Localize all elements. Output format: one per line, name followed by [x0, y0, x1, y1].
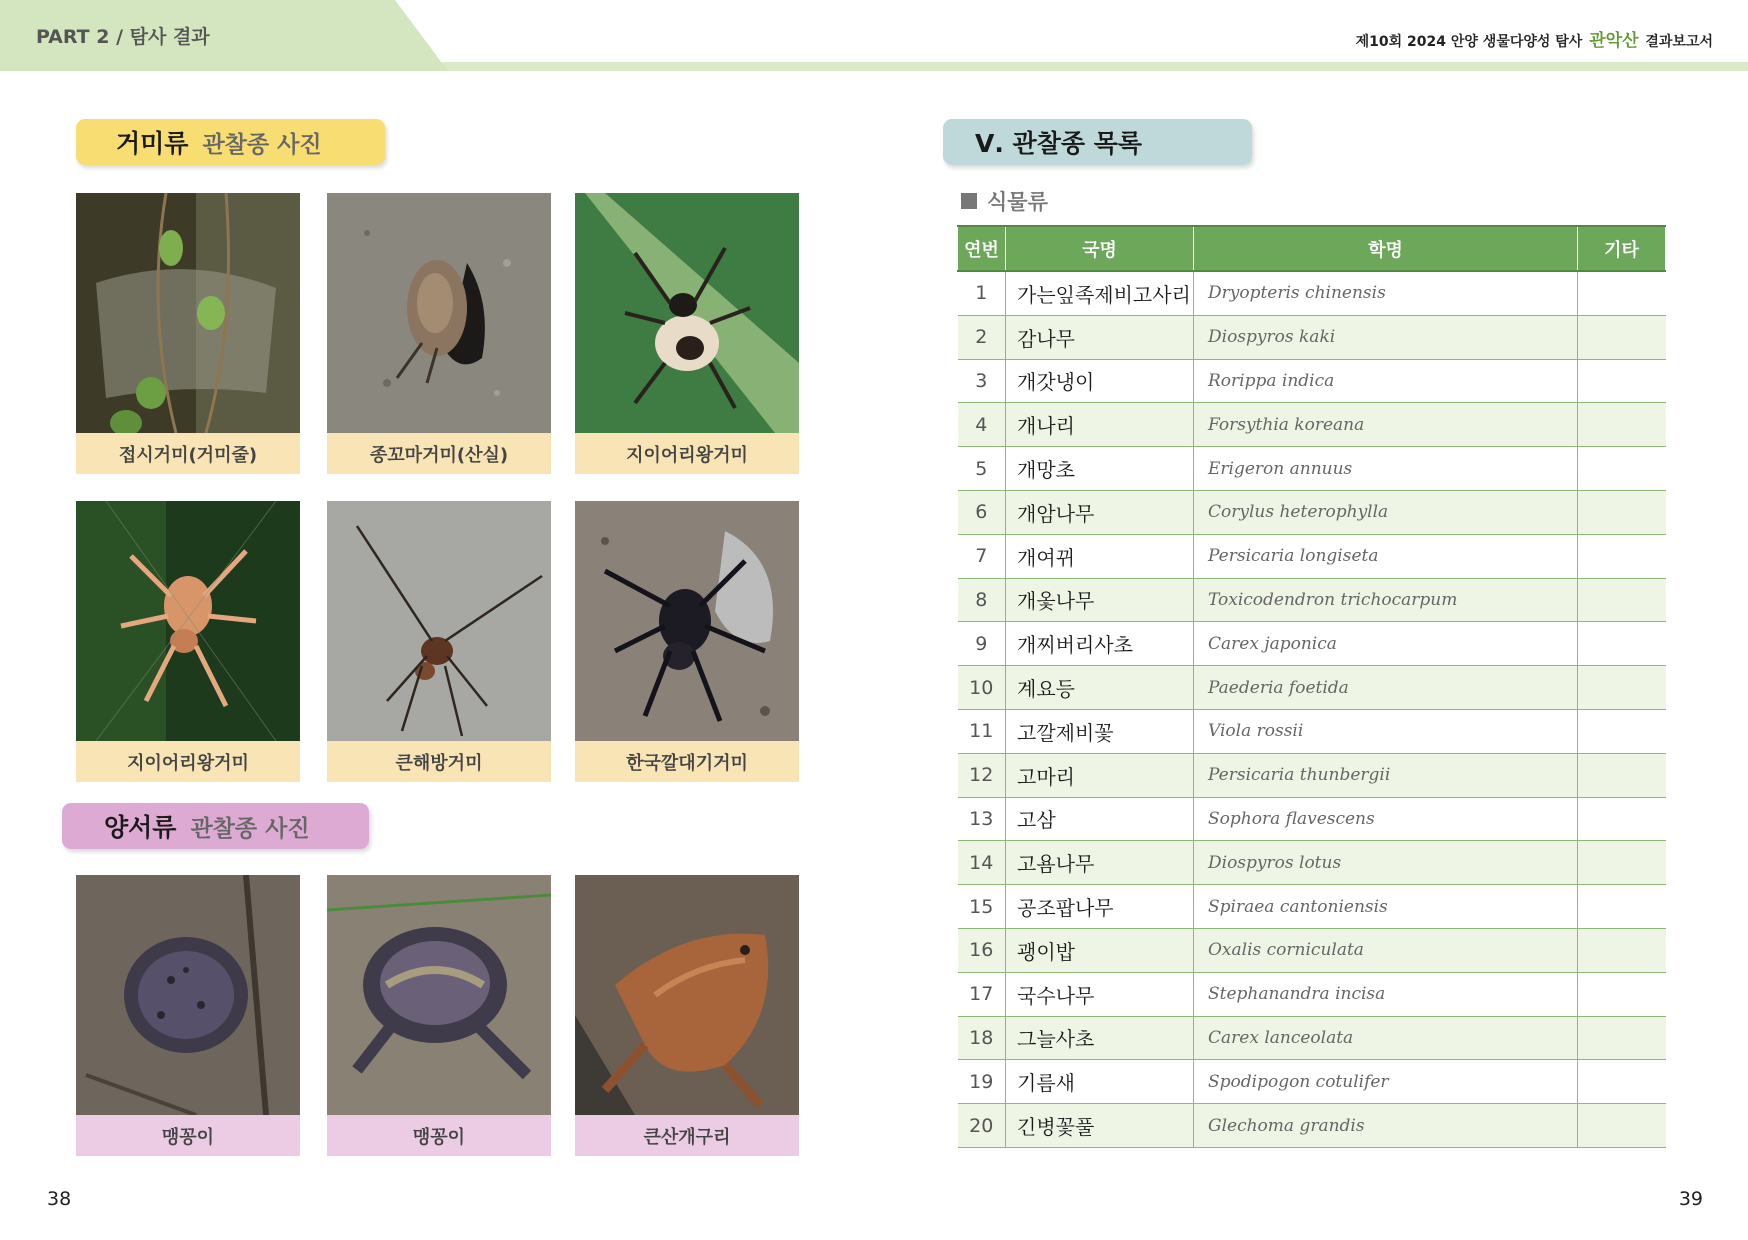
- row-number: 5: [958, 447, 1006, 491]
- remarks-cell: [1578, 709, 1666, 753]
- remarks-cell: [1578, 1016, 1666, 1060]
- row-number: 20: [958, 1104, 1006, 1148]
- remarks-cell: [1578, 534, 1666, 578]
- remarks-cell: [1578, 359, 1666, 403]
- scientific-name-cell: Glechoma grandis: [1194, 1104, 1578, 1148]
- table-row: [958, 1104, 1666, 1148]
- table-row: [958, 841, 1666, 885]
- remarks-cell: [1578, 271, 1666, 315]
- spider-title: 거미류: [116, 129, 189, 158]
- scientific-name-cell: Oxalis corniculata: [1194, 928, 1578, 972]
- orbweaver-web-photo: [76, 501, 300, 741]
- photo-caption: 종꼬마거미(산실): [327, 433, 551, 474]
- column-header-korean-name: 국명: [1006, 226, 1194, 271]
- korean-name-cell: 긴병꽃풀: [1006, 1104, 1194, 1148]
- table-row: [958, 578, 1666, 622]
- remarks-cell: [1578, 666, 1666, 710]
- row-number: 13: [958, 797, 1006, 841]
- report-title: [1356, 26, 1713, 51]
- korean-name-cell: 감나무: [1006, 315, 1194, 359]
- scientific-name-cell: Toxicodendron trichocarpum: [1194, 578, 1578, 622]
- photo-caption: 지이어리왕거미: [575, 433, 799, 474]
- row-number: 19: [958, 1060, 1006, 1104]
- korean-name-cell: 그늘사초: [1006, 1016, 1194, 1060]
- row-number: 15: [958, 885, 1006, 929]
- scientific-name-cell: Diospyros kaki: [1194, 315, 1578, 359]
- scientific-name-cell: Sophora flavescens: [1194, 797, 1578, 841]
- photo-card-mountain-frog: [575, 875, 799, 1156]
- remarks-cell: [1578, 972, 1666, 1016]
- korean-name-cell: 가는잎족제비고사리: [1006, 271, 1194, 315]
- scientific-name-cell: Persicaria longiseta: [1194, 534, 1578, 578]
- scientific-name-cell: Corylus heterophylla: [1194, 490, 1578, 534]
- mountain-frog-photo: [575, 875, 799, 1115]
- table-row: [958, 271, 1666, 315]
- photo-caption: 지이어리왕거미: [76, 741, 300, 782]
- plants-subheading: [961, 186, 1048, 216]
- photo-card-orbweaver-web: [76, 501, 300, 782]
- funnel-spider-photo: [575, 501, 799, 741]
- photo-caption: 맹꽁이: [76, 1115, 300, 1156]
- row-number: 18: [958, 1016, 1006, 1060]
- row-number: 10: [958, 666, 1006, 710]
- korean-name-cell: 고삼: [1006, 797, 1194, 841]
- remarks-cell: [1578, 403, 1666, 447]
- table-row: [958, 797, 1666, 841]
- plant-species-table: [957, 225, 1666, 1148]
- photo-card-big-spider: [327, 501, 551, 782]
- plants-subheading-label: 식물류: [987, 190, 1048, 214]
- scientific-name-cell: Rorippa indica: [1194, 359, 1578, 403]
- spider-subtitle: 관찰종 사진: [202, 131, 322, 158]
- page-number-left: 38: [47, 1188, 72, 1210]
- column-header-no: 연번: [958, 226, 1006, 271]
- row-number: 1: [958, 271, 1006, 315]
- table-row: [958, 928, 1666, 972]
- table-row: [958, 403, 1666, 447]
- row-number: 7: [958, 534, 1006, 578]
- remarks-cell: [1578, 885, 1666, 929]
- korean-name-cell: 고욤나무: [1006, 841, 1194, 885]
- korean-name-cell: 괭이밥: [1006, 928, 1194, 972]
- row-number: 11: [958, 709, 1006, 753]
- row-number: 2: [958, 315, 1006, 359]
- korean-name-cell: 기름새: [1006, 1060, 1194, 1104]
- row-number: 3: [958, 359, 1006, 403]
- scientific-name-cell: Spiraea cantoniensis: [1194, 885, 1578, 929]
- photo-card-narrowmouth-toad-2: [327, 875, 551, 1156]
- row-number: 4: [958, 403, 1006, 447]
- remarks-cell: [1578, 447, 1666, 491]
- scientific-name-cell: Diospyros lotus: [1194, 841, 1578, 885]
- photo-caption: 맹꽁이: [327, 1115, 551, 1156]
- korean-name-cell: 공조팝나무: [1006, 885, 1194, 929]
- part-label: PART 2 / 탐사 결과: [36, 26, 210, 48]
- orbweaver-leaf-photo: [575, 193, 799, 433]
- table-row: [958, 709, 1666, 753]
- species-list-heading: Ⅴ. 관찰종 목록: [975, 129, 1143, 158]
- photo-caption: 한국깔대기거미: [575, 741, 799, 782]
- photo-card-bell-spider: [327, 193, 551, 474]
- row-number: 9: [958, 622, 1006, 666]
- korean-name-cell: 개나리: [1006, 403, 1194, 447]
- report-mountain: 관악산: [1589, 31, 1639, 51]
- scientific-name-cell: Carex lanceolata: [1194, 1016, 1578, 1060]
- table-row: [958, 753, 1666, 797]
- remarks-cell: [1578, 841, 1666, 885]
- photo-caption: 큰산개구리: [575, 1115, 799, 1156]
- sheetweb-spider-photo: [76, 193, 300, 433]
- photo-card-funnel-spider: [575, 501, 799, 782]
- photo-caption: 접시거미(거미줄): [76, 433, 300, 474]
- photo-card-orbweaver-leaf: [575, 193, 799, 474]
- scientific-name-cell: Viola rossii: [1194, 709, 1578, 753]
- row-number: 6: [958, 490, 1006, 534]
- remarks-cell: [1578, 490, 1666, 534]
- page-number-right: 39: [1678, 1188, 1703, 1210]
- table-row: [958, 972, 1666, 1016]
- row-number: 14: [958, 841, 1006, 885]
- remarks-cell: [1578, 797, 1666, 841]
- table-row: [958, 534, 1666, 578]
- remarks-cell: [1578, 578, 1666, 622]
- big-spider-photo: [327, 501, 551, 741]
- scientific-name-cell: Persicaria thunbergii: [1194, 753, 1578, 797]
- remarks-cell: [1578, 1060, 1666, 1104]
- report-suffix: 결과보고서: [1645, 34, 1713, 50]
- korean-name-cell: 개찌버리사초: [1006, 622, 1194, 666]
- table-row: [958, 1060, 1666, 1104]
- table-header-row: [958, 226, 1666, 271]
- report-prefix: 제10회 2024 안양 생물다양성 탐사: [1355, 34, 1583, 50]
- spider-section-title: [76, 119, 385, 165]
- korean-name-cell: 개옻나무: [1006, 578, 1194, 622]
- remarks-cell: [1578, 928, 1666, 972]
- bell-spider-photo: [327, 193, 551, 433]
- korean-name-cell: 고마리: [1006, 753, 1194, 797]
- remarks-cell: [1578, 1104, 1666, 1148]
- korean-name-cell: 개여뀌: [1006, 534, 1194, 578]
- table-row: [958, 622, 1666, 666]
- remarks-cell: [1578, 315, 1666, 359]
- narrowmouth-toad-photo: [327, 875, 551, 1115]
- column-header-remarks: 기타: [1578, 226, 1666, 271]
- table-row: [958, 1016, 1666, 1060]
- scientific-name-cell: Stephanandra incisa: [1194, 972, 1578, 1016]
- row-number: 16: [958, 928, 1006, 972]
- remarks-cell: [1578, 753, 1666, 797]
- table-row: [958, 666, 1666, 710]
- row-number: 8: [958, 578, 1006, 622]
- table-row: [958, 315, 1666, 359]
- species-list-title: [943, 119, 1252, 165]
- amphibian-section-title: [62, 803, 369, 849]
- scientific-name-cell: Erigeron annuus: [1194, 447, 1578, 491]
- korean-name-cell: 개갓냉이: [1006, 359, 1194, 403]
- square-bullet-icon: [961, 193, 977, 209]
- photo-caption: 큰해방거미: [327, 741, 551, 782]
- korean-name-cell: 계요등: [1006, 666, 1194, 710]
- table-row: [958, 490, 1666, 534]
- narrowmouth-toad-photo: [76, 875, 300, 1115]
- korean-name-cell: 국수나무: [1006, 972, 1194, 1016]
- table-row: [958, 359, 1666, 403]
- row-number: 17: [958, 972, 1006, 1016]
- korean-name-cell: 개망초: [1006, 447, 1194, 491]
- table-row: [958, 885, 1666, 929]
- scientific-name-cell: Dryopteris chinensis: [1194, 271, 1578, 315]
- scientific-name-cell: Paederia foetida: [1194, 666, 1578, 710]
- photo-card-narrowmouth-toad-1: [76, 875, 300, 1156]
- column-header-scientific-name: 학명: [1194, 226, 1578, 271]
- amphibian-subtitle: 관찰종 사진: [190, 815, 310, 842]
- row-number: 12: [958, 753, 1006, 797]
- photo-card-sheetweb-spider: [76, 193, 300, 474]
- amphibian-title: 양서류: [104, 813, 177, 842]
- scientific-name-cell: Carex japonica: [1194, 622, 1578, 666]
- scientific-name-cell: Forsythia koreana: [1194, 403, 1578, 447]
- korean-name-cell: 개암나무: [1006, 490, 1194, 534]
- table-row: [958, 447, 1666, 491]
- scientific-name-cell: Spodipogon cotulifer: [1194, 1060, 1578, 1104]
- korean-name-cell: 고깔제비꽃: [1006, 709, 1194, 753]
- remarks-cell: [1578, 622, 1666, 666]
